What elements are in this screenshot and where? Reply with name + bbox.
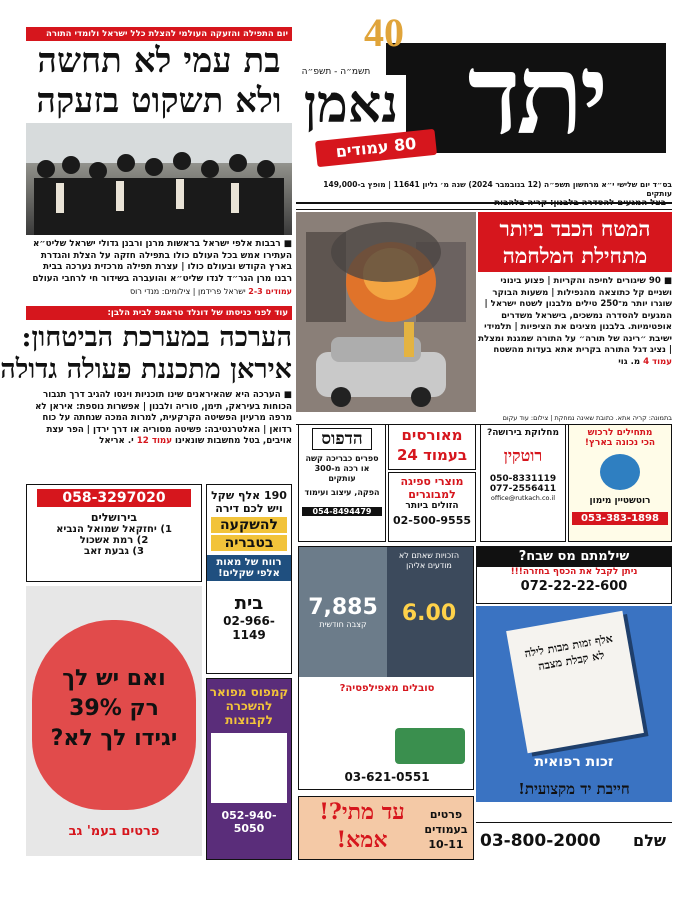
dateline: בס״ד יום שלישי י״א מרחשון תשפ״ה (12 בנובמבר 2024) שנה מ׳ גליון 11641 | מופץ ב-149,000 עותקים	[296, 180, 672, 204]
main-banner: בצל המגעים להסדרה בלבנון: קריה בלהבות	[296, 196, 672, 210]
hadfus-title: הדפוס	[312, 428, 372, 450]
prayer-banner: יום התפילה והזעקה העולמי להצלת כלל ישראל ולומדי התורה	[26, 27, 292, 41]
book-subtitle: חייבת יד מקצועית!	[518, 780, 630, 798]
lawyer-phone1[interactable]: 050-8331119	[489, 474, 557, 484]
tiberias-line4: בטבריה	[211, 535, 287, 551]
lawyer-phone2[interactable]: 077-2556411	[489, 484, 557, 494]
ad-hadfus[interactable]	[298, 424, 386, 542]
iran-page-ref[interactable]: עמוד 12	[136, 436, 172, 446]
matai-line1: עד מתי?!	[319, 799, 405, 825]
maorasim-line2: בעמוד 24	[396, 446, 468, 464]
shemesh-title: שילמתם מס שבח?	[477, 547, 671, 567]
tiberias-line3: להשקעה	[211, 517, 287, 533]
campus-line1: קמפוס מפואר	[209, 685, 289, 699]
main-photo	[296, 212, 476, 412]
tiberias-line1: 190 אלף שקל	[211, 489, 287, 502]
shalem-phone[interactable]: 03-800-2000	[480, 831, 601, 851]
pension-line1: הזכויות שאתם לא מודעים אליהן	[398, 551, 460, 570]
jerusalem-phone[interactable]: 058-3297020	[37, 489, 191, 507]
ad-pension[interactable]	[298, 546, 474, 790]
campus-line3: לקבוצות	[225, 713, 273, 727]
hadfus-phone[interactable]: 054-8494479	[302, 507, 382, 516]
iran-body	[26, 390, 292, 448]
tiberias-line5: רווח של מאות אלפי שקלים!	[207, 555, 291, 581]
question-line2: רק 39%	[69, 696, 159, 721]
book-cover-text: אלף זמות מבות לילה לא קבלת מצבה	[523, 631, 614, 674]
jerusalem-title: בירושלים	[90, 511, 138, 524]
lawyer-email[interactable]: office@rutkach.co.il	[490, 494, 556, 502]
tiberias-brand: בית	[234, 593, 264, 614]
question-line1: ואם יש לך	[62, 666, 166, 691]
book-cover	[506, 611, 644, 754]
logo-sub: נאמן	[296, 75, 406, 135]
main-body	[478, 276, 672, 368]
main-caption: בתמונה: קריה אתא. כתובת שאינה נמחקת | צילום: עוד עקום	[296, 414, 672, 425]
house-icon	[600, 454, 640, 490]
pension-unit1: קצבה חודשית	[319, 620, 367, 629]
iran-banner: עוד לפני כניסתו של דונלד טראמפ לבית הלבן:	[26, 306, 292, 320]
lawyer-name: רוטקין	[503, 446, 543, 465]
iran-story	[0, 306, 292, 476]
tiberias-phone[interactable]: 02-966-1149	[223, 614, 275, 642]
shemesh-line2: ניתן לקבל את הכסף בחזרה!!!	[510, 567, 638, 577]
years-label: תשמ״ה - תשפ״ה	[301, 67, 371, 77]
prayer-photo	[26, 123, 292, 235]
rotshtein-title: מתחילים לרכוש	[587, 428, 653, 438]
spigot-line3: הזולים ביותר	[405, 501, 459, 511]
main-body-text: ■ 90 שיגורים לחיפה והקריות | פצוע בינוני ושניים קל כתוצאה מהנפילות | משעות הבוקר שוגרו יותר מ־250 טילים מלבנון לשטח ישראל | המגעים להסדרה נמשכים, בישראל משדרים אופטימיות. בלבנון מציגים את הציפיות | תלמידי ישיבת ״רינה של תורה״ על התורה שמגנת ומצלת | נציג דגל התורה בקרית אתא בעדות מהשטח	[478, 276, 672, 355]
main-headline-1: המטח הכבד ביותר	[499, 216, 651, 241]
pension-logo	[395, 728, 465, 764]
iran-headline-2: איראן מתכננת פעולה גדולה	[0, 354, 292, 385]
iran-body-text: ■ הערכה היא שהאיראנים שינו תוכניות וינסו להגיב דרך תגבור הכוחות בעיראק, תימן, סוריה ולבנון | אפשרות נוספת: איראן לא מרפה מרעיון הפשיטה הקרקעית, למרות המכה שנחתה על כוח רדואן | האלטרנטיבה: פשיטה מסוריה או דרך ירדן | הפר עצת אויבים, בטל מחשבות שונאינו	[35, 390, 292, 446]
ad-jerusalem[interactable]	[26, 484, 202, 582]
spigot-line2: למבוגרים	[408, 488, 456, 501]
logo-main: יתד	[467, 30, 605, 159]
hadfus-line1: ספרים כבריכה קשה או רכה מ-300 עותקים	[305, 454, 379, 483]
main-page-ref[interactable]: עמוד 4	[643, 356, 672, 367]
main-byline: מ. גוי	[618, 356, 641, 367]
prayer-byline: ישראל פרידמן | צילומים: מנדי רוס	[129, 287, 246, 296]
prayer-body	[26, 239, 292, 285]
rotshtein-phone[interactable]: 053-383-1898	[572, 512, 668, 525]
masthead	[296, 5, 672, 175]
campus-photos	[211, 733, 287, 803]
jerusalem-item1: 1) יחזקאל שמואל הנביא	[56, 524, 172, 535]
pages-badge: 80 עמודים	[315, 129, 437, 167]
pension-amount1: 7,885	[308, 595, 378, 620]
prayer-headline-1: בת עמי לא תחשה	[37, 41, 281, 81]
shemesh-phone[interactable]: 072-22-22-600	[520, 579, 628, 594]
ad-campus[interactable]	[206, 678, 292, 860]
question-footer: פרטים בעמ' גב	[68, 824, 160, 839]
iran-headline-1: הערכה במערכת הביטחון:	[21, 322, 292, 353]
campus-phone[interactable]: 052-940-5050	[221, 809, 277, 835]
main-story-text	[478, 212, 672, 412]
spigot-line1: מוצרי ספיגה	[400, 475, 464, 488]
ad-spigot[interactable]	[388, 472, 476, 542]
pension-panel-right	[385, 547, 473, 677]
ad-matai[interactable]	[298, 796, 474, 860]
ad-shemesh[interactable]	[476, 546, 672, 604]
campus-line2: להשכרה	[225, 699, 273, 713]
prayer-footer	[26, 287, 292, 297]
ad-tiberias[interactable]	[206, 484, 292, 674]
rotshtein-title2: הכי נכונה בארץ!	[584, 438, 656, 448]
question-line3: יגידו לך לא?	[50, 726, 178, 751]
rotshtein-brand: רוטשטיין מימון	[589, 496, 651, 506]
pension-line3: סובלים מאפילפסיה?	[339, 683, 435, 694]
iran-byline: י. אריאל	[99, 436, 134, 446]
pension-bottom	[299, 679, 474, 788]
prayer-headline-2: ולא תשקוט בזעקה	[36, 81, 282, 121]
ad-rotshtein[interactable]	[568, 424, 672, 542]
tiberias-line2: ויש לכם דירה	[215, 502, 283, 515]
hadfus-line2: הפקה, עיצוב ועימוד	[304, 488, 380, 497]
jerusalem-item2: 2) רמת אשכול	[79, 535, 149, 546]
prayer-page-ref[interactable]: עמודים 2-3	[248, 287, 292, 296]
maorasim-line1: מאורסים	[401, 426, 463, 444]
main-headline-2: מתחילת המלחמה	[502, 243, 648, 268]
pension-phone[interactable]: 03-621-0551	[344, 770, 430, 784]
main-headline-box	[478, 212, 672, 272]
anniversary-number: 40	[364, 10, 404, 55]
ad-maorasim[interactable]	[388, 424, 476, 470]
lawyer-title: מחלוקת בירושה?	[486, 428, 559, 438]
matai-pages: פרטים בעמודים 10-11	[424, 808, 468, 851]
prayer-story	[26, 27, 292, 327]
prayer-body-text: ■ רבבות אלפי ישראל בראשות מרנן ורבנן גדולי ישראל שליט״א העתירו אמש בכל העולם כולו בתפילה חזקה על הצלת והגדרת בארץ הקודש ובעולם כולו | עצרת תפילה מרכזית נערכה בבית רבנו מרן הגר״ד לנדו שליט״א והועברה בשידור חי לרחבי העולם	[32, 239, 292, 284]
pension-amount2: 6.00	[401, 601, 457, 626]
ad-question[interactable]	[26, 586, 202, 856]
pension-panel-left	[299, 547, 387, 677]
ad-book[interactable]	[476, 606, 672, 802]
book-title: זכות רפואית	[534, 754, 614, 770]
spigot-phone[interactable]: 02-500-9555	[392, 514, 471, 527]
jerusalem-item3: 3) גבעת זאב	[84, 546, 144, 557]
ad-lawyer[interactable]	[480, 424, 566, 542]
matai-line2: אמא!	[336, 827, 388, 853]
ad-shalem[interactable]	[476, 822, 672, 860]
shalem-brand: שלם	[633, 831, 666, 850]
